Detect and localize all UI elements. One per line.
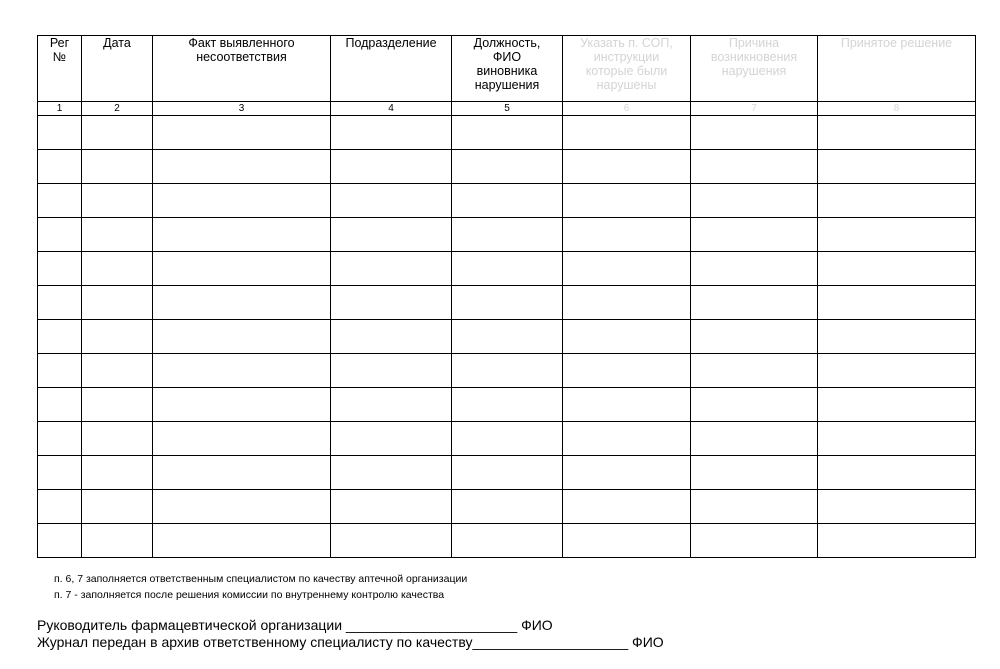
header-reg-number: Рег № bbox=[38, 36, 82, 102]
table-cell bbox=[691, 456, 818, 490]
table-row bbox=[38, 456, 976, 490]
table-row bbox=[38, 422, 976, 456]
table-cell bbox=[153, 218, 331, 252]
table-cell bbox=[818, 456, 976, 490]
note-line-1: п. 6, 7 заполняется ответственным специалистом по качеству аптечной организации bbox=[54, 573, 468, 585]
table-row bbox=[38, 354, 976, 388]
table-cell bbox=[691, 422, 818, 456]
table-cell bbox=[82, 422, 153, 456]
header-sop-clause: Указать п. СОП, инструкции которые были нарушены bbox=[563, 36, 691, 102]
header-row bbox=[38, 36, 976, 102]
table-cell bbox=[82, 286, 153, 320]
table-cell bbox=[82, 320, 153, 354]
header-date: Дата bbox=[82, 36, 153, 102]
table-cell bbox=[331, 524, 452, 558]
table-cell bbox=[818, 490, 976, 524]
table-cell bbox=[153, 184, 331, 218]
table-cell bbox=[563, 524, 691, 558]
table-row bbox=[38, 388, 976, 422]
table-cell bbox=[818, 354, 976, 388]
table-cell bbox=[818, 524, 976, 558]
table-cell bbox=[82, 150, 153, 184]
table-cell bbox=[38, 524, 82, 558]
table-cell bbox=[563, 320, 691, 354]
column-number: 3 bbox=[153, 102, 331, 116]
table-cell bbox=[818, 422, 976, 456]
signature-archive: Журнал передан в архив ответственному специалисту по качеству____________________ ФИО bbox=[37, 634, 664, 650]
table-cell bbox=[452, 388, 563, 422]
table-cell bbox=[38, 252, 82, 286]
table-cell bbox=[153, 320, 331, 354]
table-cell bbox=[691, 150, 818, 184]
column-number: 1 bbox=[38, 102, 82, 116]
table-cell bbox=[153, 252, 331, 286]
table-row bbox=[38, 320, 976, 354]
table-cell bbox=[452, 524, 563, 558]
journal-table bbox=[37, 35, 976, 558]
column-number-row bbox=[38, 102, 976, 116]
table-cell bbox=[153, 524, 331, 558]
journal-body bbox=[38, 116, 976, 558]
table-cell bbox=[82, 184, 153, 218]
table-cell bbox=[691, 218, 818, 252]
table-row bbox=[38, 116, 976, 150]
table-cell bbox=[82, 388, 153, 422]
table-cell bbox=[331, 354, 452, 388]
header-decision: Принятое решение bbox=[818, 36, 976, 102]
table-row bbox=[38, 524, 976, 558]
table-cell bbox=[452, 184, 563, 218]
table-cell bbox=[818, 388, 976, 422]
table-row bbox=[38, 218, 976, 252]
column-number: 2 bbox=[82, 102, 153, 116]
table-cell bbox=[563, 456, 691, 490]
signature-head: Руководитель фармацевтической организации ______________________ ФИО bbox=[37, 617, 553, 633]
table-cell bbox=[563, 218, 691, 252]
table-cell bbox=[38, 184, 82, 218]
table-cell bbox=[818, 286, 976, 320]
column-number: 5 bbox=[452, 102, 563, 116]
table-cell bbox=[563, 388, 691, 422]
table-cell bbox=[153, 286, 331, 320]
column-number: 8 bbox=[818, 102, 976, 116]
table-cell bbox=[691, 286, 818, 320]
table-cell bbox=[82, 524, 153, 558]
table-cell bbox=[38, 354, 82, 388]
table-row bbox=[38, 150, 976, 184]
table-cell bbox=[82, 354, 153, 388]
table-cell bbox=[82, 490, 153, 524]
table-cell bbox=[452, 354, 563, 388]
table-cell bbox=[452, 320, 563, 354]
table-cell bbox=[818, 116, 976, 150]
table-cell bbox=[82, 116, 153, 150]
table-cell bbox=[563, 150, 691, 184]
table-cell bbox=[818, 150, 976, 184]
table-cell bbox=[818, 184, 976, 218]
table-cell bbox=[563, 422, 691, 456]
table-cell bbox=[818, 252, 976, 286]
table-cell bbox=[331, 150, 452, 184]
table-cell bbox=[38, 456, 82, 490]
table-cell bbox=[153, 456, 331, 490]
table-row bbox=[38, 184, 976, 218]
table-cell bbox=[38, 218, 82, 252]
table-cell bbox=[563, 184, 691, 218]
header-position-name: Должность, ФИО виновника нарушения bbox=[452, 36, 563, 102]
table-cell bbox=[452, 456, 563, 490]
table-cell bbox=[331, 116, 452, 150]
table-cell bbox=[563, 286, 691, 320]
table-cell bbox=[691, 490, 818, 524]
table-cell bbox=[452, 218, 563, 252]
column-number: 7 bbox=[691, 102, 818, 116]
table-cell bbox=[452, 490, 563, 524]
table-row bbox=[38, 286, 976, 320]
table-cell bbox=[153, 354, 331, 388]
table-cell bbox=[331, 286, 452, 320]
table-cell bbox=[818, 218, 976, 252]
table-cell bbox=[691, 524, 818, 558]
table-cell bbox=[38, 116, 82, 150]
table-cell bbox=[38, 490, 82, 524]
table-cell bbox=[452, 286, 563, 320]
table-cell bbox=[153, 490, 331, 524]
table-row bbox=[38, 490, 976, 524]
table-cell bbox=[153, 116, 331, 150]
table-cell bbox=[452, 422, 563, 456]
table-cell bbox=[38, 422, 82, 456]
table-cell bbox=[331, 388, 452, 422]
table-cell bbox=[153, 150, 331, 184]
column-number: 6 bbox=[563, 102, 691, 116]
table-row bbox=[38, 252, 976, 286]
table-cell bbox=[38, 286, 82, 320]
table-cell bbox=[691, 184, 818, 218]
table-cell bbox=[563, 490, 691, 524]
table-cell bbox=[563, 354, 691, 388]
table-cell bbox=[691, 252, 818, 286]
table-cell bbox=[331, 456, 452, 490]
table-cell bbox=[153, 422, 331, 456]
table-cell bbox=[691, 116, 818, 150]
table-cell bbox=[38, 320, 82, 354]
table-cell bbox=[818, 320, 976, 354]
table-cell bbox=[331, 320, 452, 354]
table-cell bbox=[82, 456, 153, 490]
table-cell bbox=[331, 252, 452, 286]
table-cell bbox=[82, 218, 153, 252]
table-cell bbox=[331, 184, 452, 218]
table-cell bbox=[38, 388, 82, 422]
table-cell bbox=[331, 218, 452, 252]
header-cause: Причина возникновения нарушения bbox=[691, 36, 818, 102]
table-cell bbox=[331, 490, 452, 524]
table-cell bbox=[452, 116, 563, 150]
table-cell bbox=[452, 150, 563, 184]
table-cell bbox=[563, 252, 691, 286]
table-cell bbox=[691, 320, 818, 354]
table-cell bbox=[452, 252, 563, 286]
table-cell bbox=[563, 116, 691, 150]
table-cell bbox=[153, 388, 331, 422]
table-cell bbox=[691, 354, 818, 388]
notes bbox=[54, 571, 467, 603]
table-cell bbox=[82, 252, 153, 286]
signatures bbox=[37, 617, 664, 651]
table-cell bbox=[331, 422, 452, 456]
table-cell bbox=[38, 150, 82, 184]
header-nonconformity-fact: Факт выявленного несоответствия bbox=[153, 36, 331, 102]
table-cell bbox=[691, 388, 818, 422]
header-department: Подразделение bbox=[331, 36, 452, 102]
column-number: 4 bbox=[331, 102, 452, 116]
note-line-2: п. 7 - заполняется после решения комиссии по внутреннему контролю качества bbox=[54, 589, 445, 601]
